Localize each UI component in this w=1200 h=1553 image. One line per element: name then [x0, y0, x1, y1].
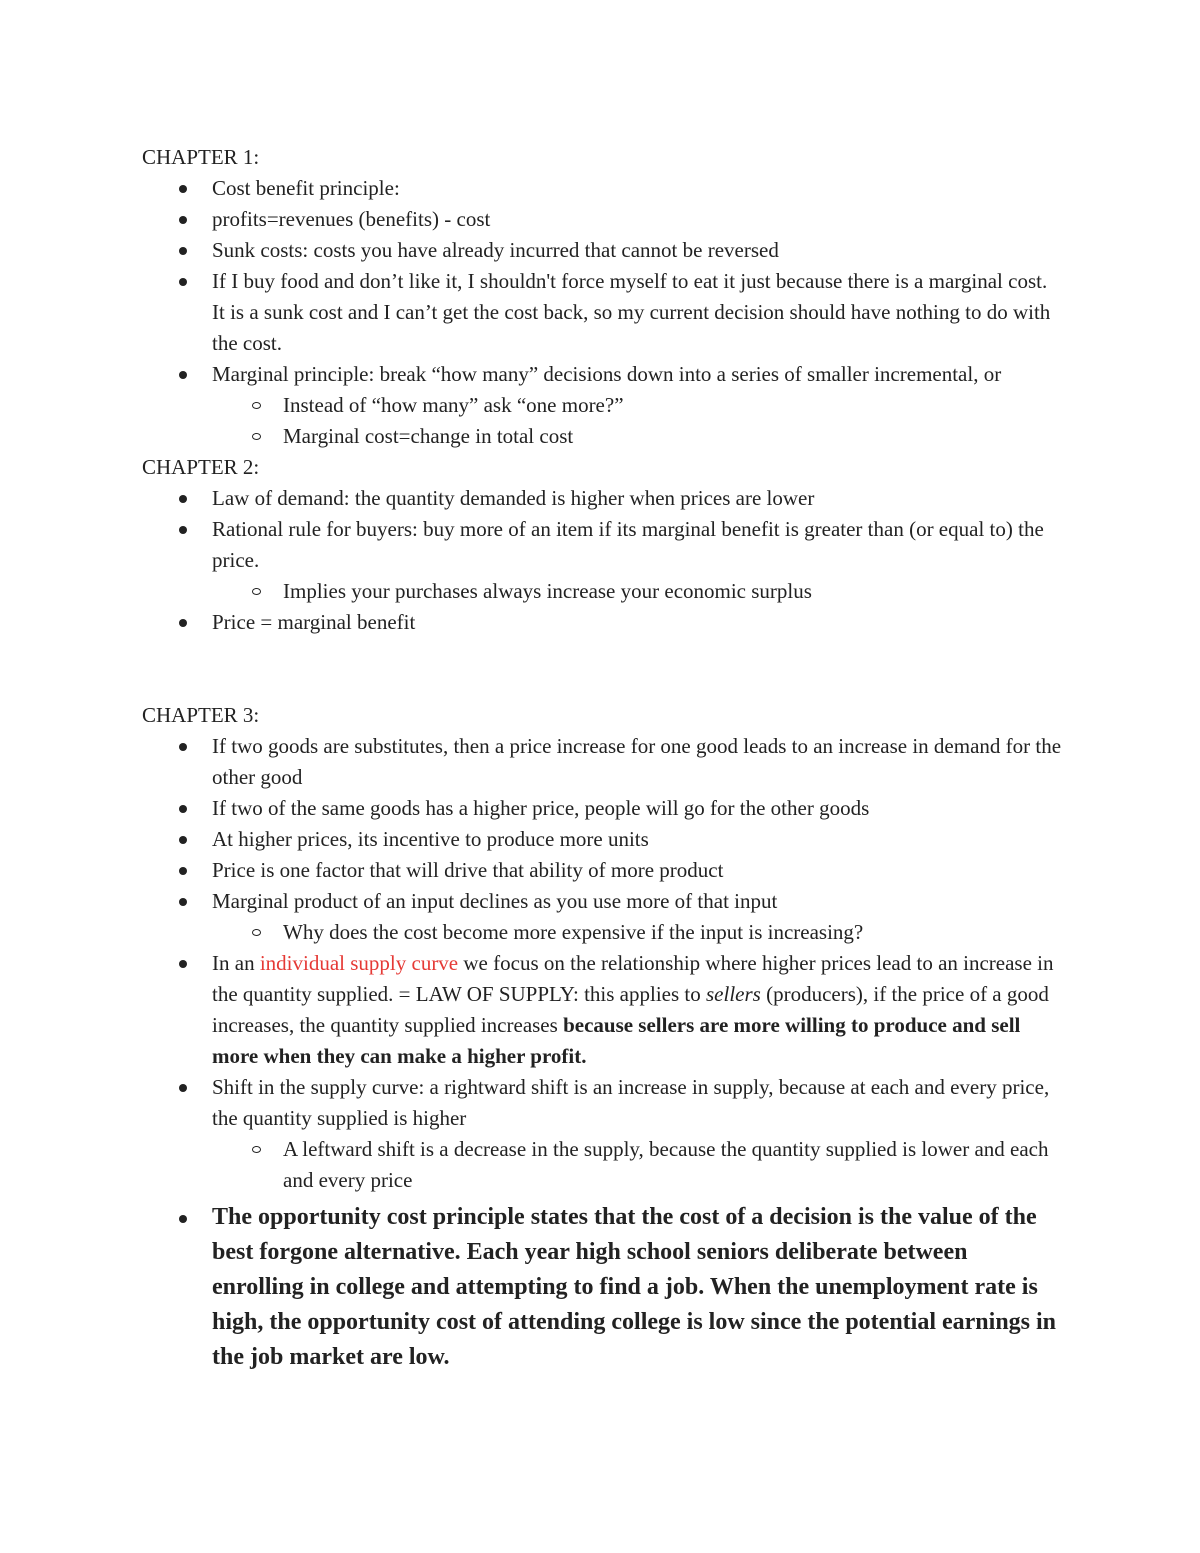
list-item: If two goods are substitutes, then a price increase for one good leads to an increase in demand for the other good [142, 731, 1062, 793]
chapter-1-heading: CHAPTER 1: [142, 145, 260, 169]
list-item: Cost benefit principle: [142, 173, 1062, 204]
sub-list-item: Marginal cost=change in total cost [142, 421, 1062, 452]
chapter-3-list [142, 731, 1062, 1375]
list-item: Marginal product of an input declines as you use more of that input [142, 886, 1062, 917]
supply-text-part2: we focus on the relationship where higher prices lead to an increase in the quantity supplied. = LAW OF SUPPLY: this applies to [212, 951, 1054, 1006]
supply-bold-text: because sellers are more willing to produce and sell more when they can make a higher profit. [212, 1013, 1021, 1068]
sellers-italic: sellers [706, 982, 761, 1006]
chapter-3-heading: CHAPTER 3: [142, 703, 260, 727]
supply-text-part3: (producers), if the price of a good increases, the quantity supplied increases [212, 982, 1049, 1037]
sub-list-item: Why does the cost become more expensive if the input is increasing? [142, 917, 1062, 948]
sub-list-item: A leftward shift is a decrease in the supply, because the quantity supplied is lower and each and every price [142, 1134, 1062, 1196]
supply-text-part1: In an [212, 951, 260, 975]
list-item: If two of the same goods has a higher price, people will go for the other goods [142, 793, 1062, 824]
list-item: If I buy food and don’t like it, I shouldn't force myself to eat it just because there is a marginal cost. It is a sunk cost and I can’t get the cost back, so my current decision should have nothing to do with the cost. [142, 266, 1062, 359]
notes-content [142, 142, 1062, 1375]
list-item: Price = marginal benefit [142, 607, 1062, 638]
list-item: Rational rule for buyers: buy more of an item if its marginal benefit is greater than (or equal to) the price. [142, 514, 1062, 576]
sub-list-item: Implies your purchases always increase your economic surplus [142, 576, 1062, 607]
supply-curve-item [142, 948, 1062, 1072]
list-item: Marginal principle: break “how many” decisions down into a series of smaller incremental, or [142, 359, 1062, 390]
list-item: profits=revenues (benefits) - cost [142, 204, 1062, 235]
chapter-1-list [142, 173, 1062, 452]
individual-supply-curve-highlight: individual supply curve [259, 951, 459, 975]
list-item: Law of demand: the quantity demanded is higher when prices are lower [142, 483, 1062, 514]
list-item: Shift in the supply curve: a rightward shift is an increase in supply, because at each and every price, the quantity supplied is higher [142, 1072, 1062, 1134]
chapter-2-list [142, 483, 1062, 638]
chapter-2-heading: CHAPTER 2: [142, 455, 260, 479]
list-item: At higher prices, its incentive to produce more units [142, 824, 1062, 855]
list-item: Sunk costs: costs you have already incurred that cannot be reversed [142, 235, 1062, 266]
list-item: Price is one factor that will drive that ability of more product [142, 855, 1062, 886]
opportunity-cost-item: The opportunity cost principle states that the cost of a decision is the value of the best forgone alternative. Each year high school seniors deliberate between enrolling in college and attempting to find a job. When the unemployment rate is high, the opportunity cost of attending college is low since the potential earnings in the job market are low. [142, 1200, 1062, 1375]
sub-list-item: Instead of “how many” ask “one more?” [142, 390, 1062, 421]
